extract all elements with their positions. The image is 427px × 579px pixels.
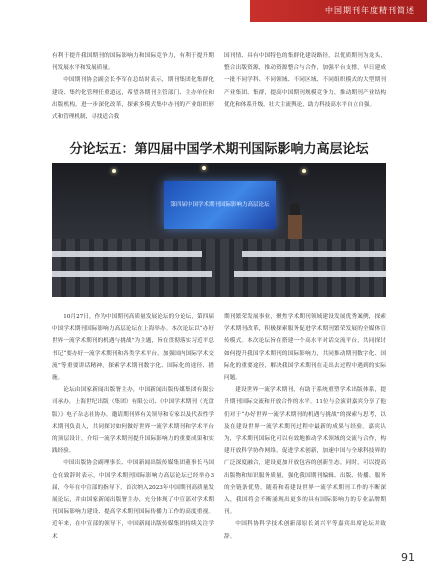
top-left-column: [52, 50, 214, 123]
top-right-column: [224, 50, 386, 111]
ceiling-light: [112, 169, 116, 173]
paragraph: 期刊繁荣发展事业，聚焦学术期刊领域建设发展优秀案例，探索学术期刊改革，积极探索服务促进学术期刊繁荣发展的全媒体宣传模式。本次论坛旨在搭建一个高水平对话交流平台，共同探讨如何提升我国学术期刊的国际影响力，共同推动期刊数字化、国际化的重要途径，解决我国学术期刊在走出去过程中遇到的实际问题。: [224, 314, 386, 382]
paragraph: 中国出版协会副理事长、中国新闻出版传媒集团董事长马国仓在致辞时表示，中国学术期刊国际影响力高层论坛已经举办3届，今年在中宣部的指导下，首次纳入2023年中国期刊高质量发展论坛，并由国家新闻出版署主办，充分体现了中宣部对学术期刊国际影响力建设、提高学术期刊国际传播力工作的高度重视。近年来，在中宣部的领导下，中国新闻出版传媒集团持续关注学术: [52, 460, 214, 540]
table-row: [52, 271, 212, 277]
section-title: 分论坛五：第四届中国学术期刊国际影响力高层论坛: [69, 142, 369, 157]
paragraph: 国刊情、具有中国特色的集群化建设路径，以优质期刊为龙头，整合出版资源，推动资源整合与合作，加强平台支撑，早日建成一批不同学科、不同领域、不同区域、不同组织模式的大型期刊产业集团、集群，提高中国期刊规模竞争力，推动期刊产业结构优化和体系升级，壮大主流舆论，助力科技高水平自立自强。: [224, 53, 386, 108]
paragraph: 建设世界一流学术期刊，有助于系统重塑学术出版体系，提升期刊国际交流和开放合作的水平。11位与会演讲嘉宾分享了他们对于“办好世界一流学术期刊的机遇与挑战”的探索与思考，以及在建设世界一流学术期刊过程中最新的成果与经验。嘉宾认为，学术期刊国际化可以有效地推动学术领域的交流与合作，构建开放科学协作网络，促进学术创新，加速中国与全球科技界的广泛深度融合，建设更加开放包容的创新生态。同时，可以提高出版物和知识服务质量，强化我国期刊编辑、出版、传播、服务的全链条优势，随着和着建设世界一流学术期刊工作的不断深入，我国将会不断涌现出更多的具有国际影响力的专业品牌期刊。: [224, 387, 386, 516]
bottom-left-column: [52, 311, 214, 543]
table-row: [242, 251, 386, 257]
table-row: [234, 271, 386, 277]
forum-photo: [52, 163, 386, 297]
audience: [52, 239, 386, 297]
ceiling-light: [202, 166, 206, 170]
paragraph: 10月27日，作为中国期刊高质量发展论坛的分论坛，第四届中国学术期刊国际影响力高层论坛在上海举办。本次论坛以“办好世界一流学术期刊的机遇与挑战”为主题，旨在贯彻落实习近平总书记“要办好一流学术期刊和各类学术平台，加强国内国际学术交流”等重要讲话精神，探索学术期刊数字化、国际化的途径、措施。: [52, 314, 214, 382]
paragraph: 中国科协科学技术创新部原长刘兴平等嘉宾出席论坛并致辞。: [224, 521, 386, 540]
podium: [288, 215, 302, 239]
stage-screen: [164, 181, 276, 229]
journal-header-band: [250, 0, 427, 22]
paragraph: 中国期刊协会副会长李军在总结时表示，期刊集团化集群化建设、集约化管理任重道远，希望各期刊主管部门、主办单位和出版机构，进一步深化改革，探索多模式集中办刊的产业组织形式和管理机制，寻找适合我: [52, 77, 214, 121]
page-number: 91: [401, 551, 415, 564]
bottom-right-column: [224, 311, 386, 543]
table-row: [52, 251, 202, 257]
screen-text: 第四届中国学术期刊国际影响力高层论坛: [170, 202, 270, 208]
paragraph: 论坛由国家新闻出版署主办，中国新闻出版传媒集团有限公司承办，上海世纪出版（集团）有限公司、《中国学术期刊（光盘版）》电子杂志社协办，邀请期刊界有关领导和专家以及代表性学术期刊负责人，共同探讨如何做好世界一流学术期刊和学术平台的顶层设计，介绍一流学术期刊提升国际影响力的重要成果和实践经验。: [52, 387, 214, 455]
ceiling-light: [302, 169, 306, 173]
journal-name: 中国期刊年度精刊简述: [325, 6, 415, 15]
paragraph: 有利于提升我国期刊的国际影响力和国际竞争力，有利于提升期刊发展水平和发展质量。: [52, 53, 214, 72]
